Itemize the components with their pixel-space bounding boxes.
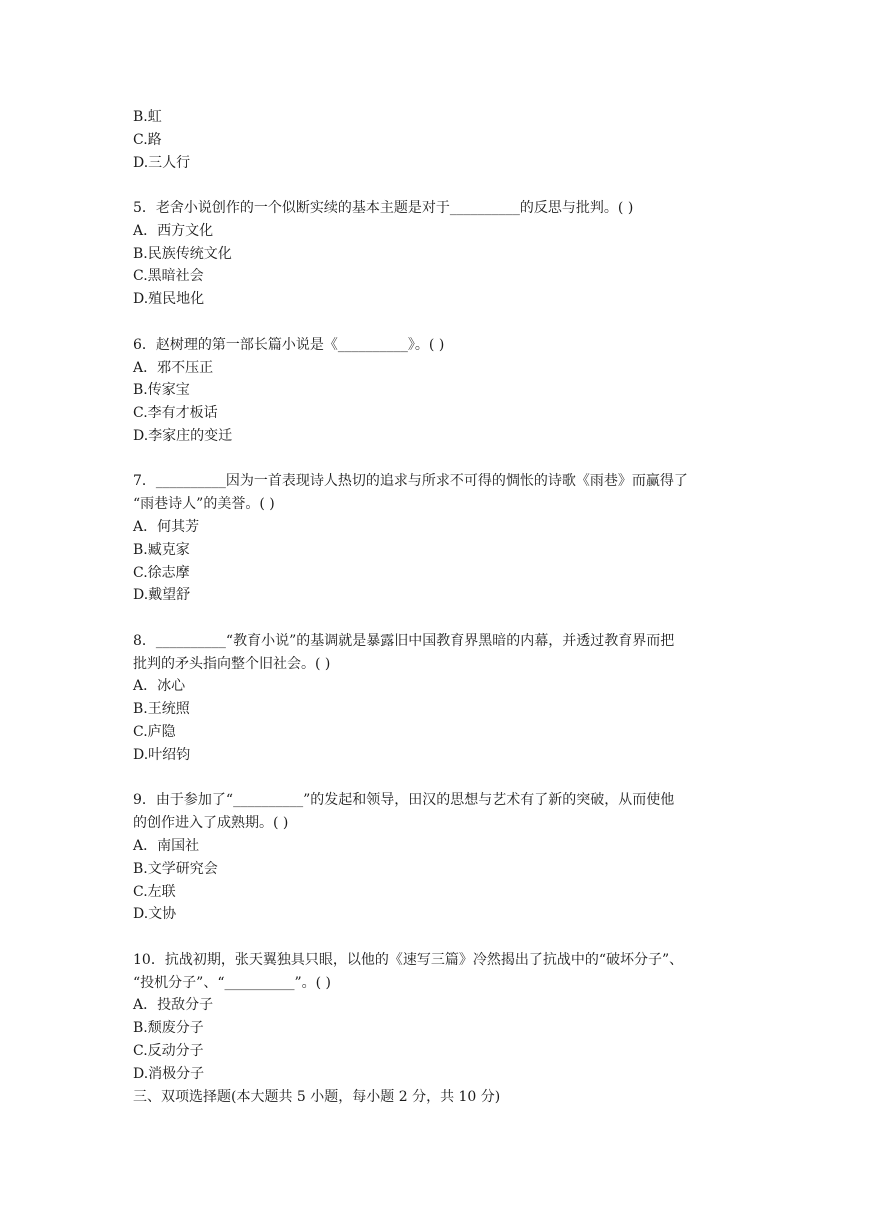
question-stem: 7．__________因为一首表现诗人热切的追求与所求不可得的惆怅的诗歌《雨巷》而赢得了 [133, 473, 688, 490]
question-8 [133, 630, 743, 767]
option-c: C.李有才板话 [133, 405, 218, 422]
option-d: D.消极分子 [133, 1065, 205, 1082]
question-stem-continued: 的创作进入了成熟期。( ) [133, 815, 289, 832]
option-c: C.反动分子 [133, 1043, 204, 1060]
option-b: B.传家宝 [133, 382, 190, 399]
option-b: B.王统照 [133, 701, 190, 718]
option-a: A．投敌分子 [133, 997, 214, 1014]
option-a: A．何其芳 [133, 519, 200, 536]
question-stem: 8．__________“教育小说”的基调就是暴露旧中国教育界黑暗的内幕，并透过教育界而把 [133, 632, 675, 649]
option-c: C.黑暗社会 [133, 268, 204, 285]
question-10 [133, 949, 743, 1086]
option-d: D.叶绍钧 [133, 746, 191, 763]
question-5 [133, 197, 743, 311]
option-d: D.戴望舒 [133, 587, 191, 604]
option-c: C.徐志摩 [133, 564, 190, 581]
question-stem: 5．老舍小说创作的一个似断实续的基本主题是对于__________的反思与批判。( ) [133, 200, 634, 217]
option-b: B.文学研究会 [133, 860, 218, 877]
question-stem-continued: 批判的矛头指向整个旧社会。( ) [133, 655, 331, 672]
option-b: B.虹 [133, 109, 162, 125]
question-stem: 6．赵树理的第一部长篇小说是《__________》。( ) [133, 336, 445, 353]
option-c: C.庐隐 [133, 724, 176, 741]
option-b: B.颓废分子 [133, 1020, 204, 1037]
exam-page [133, 106, 743, 1108]
section-heading: 三、双项选择题(本大题共 5 小题，每小题 2 分，共 10 分) [133, 1088, 501, 1105]
question-stem: 10．抗战初期，张天翼独具只眼，以他的《速写三篇》冷然揭出了抗战中的“破坏分子”、 [133, 951, 684, 968]
option-a: A．西方文化 [133, 222, 214, 239]
option-b: B.臧克家 [133, 541, 190, 558]
question-7 [133, 470, 743, 607]
option-d: D.李家庄的变迁 [133, 427, 233, 444]
option-a: A．邪不压正 [133, 359, 214, 376]
previous-question-options [133, 106, 743, 174]
option-d: D.殖民地化 [133, 291, 205, 308]
option-c: C.左联 [133, 883, 176, 900]
question-9 [133, 789, 743, 926]
option-a: A．冰心 [133, 678, 186, 695]
question-stem-continued: “投机分子”、“__________”。( ) [133, 974, 332, 991]
question-stem: 9．由于参加了“__________”的发起和领导，田汉的思想与艺术有了新的突破，从而使他 [133, 792, 675, 809]
option-d: D.文协 [133, 906, 177, 923]
option-c: C.路 [133, 131, 162, 148]
question-stem-continued: “雨巷诗人”的美誉。( ) [133, 496, 275, 513]
option-a: A．南国社 [133, 837, 200, 854]
question-6 [133, 334, 743, 448]
option-d: D.三人行 [133, 154, 191, 171]
option-b: B.民族传统文化 [133, 245, 232, 262]
